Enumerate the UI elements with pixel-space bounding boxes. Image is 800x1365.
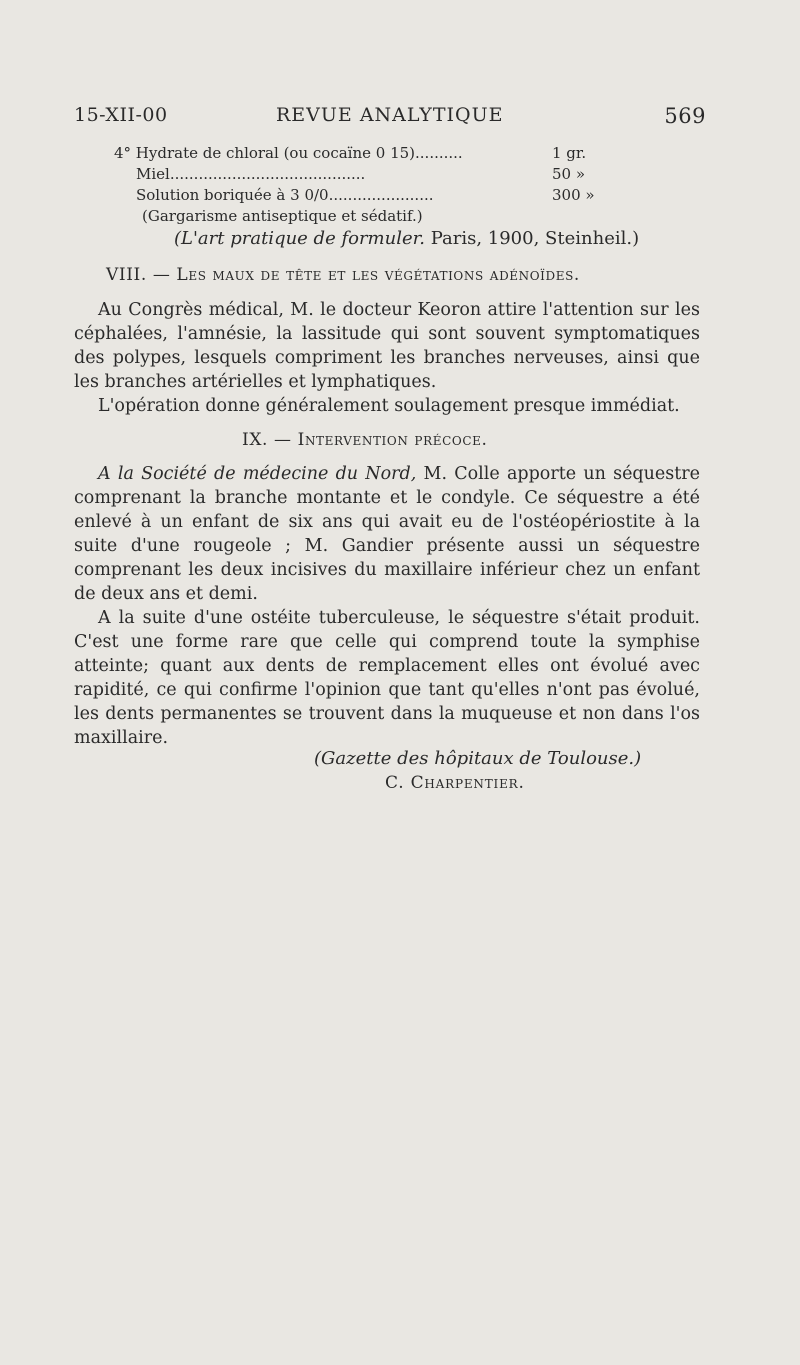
- paragraph: A la suite d'une ostéite tuberculeuse, le séquestre s'était produit. C'est une forme rare que celle qui comprend toute la symphise atteinte; quant aux dents de remplacement elles ont évolué avec rapidité, ce qui confirme l'opinion que tant qu'elles n'ont pas évolué, les dents permanentes se trouvent dans la muqueuse et non dans l'os maxillaire.: [74, 608, 700, 748]
- citation: (Gazette des hôpitaux de Toulouse.): [314, 748, 642, 769]
- source-details: Paris, 1900, Steinheil.): [424, 228, 640, 249]
- recipe-block: [114, 143, 614, 227]
- recipe-quantity: 300 »: [552, 186, 595, 204]
- recipe-ingredient: Solution boriquée à 3 0/0......................: [136, 186, 434, 204]
- running-header: [74, 104, 706, 134]
- recipe-line: [114, 164, 614, 185]
- source-title: (L'art pratique de formuler.: [174, 228, 425, 249]
- section-viii-body: [74, 298, 700, 418]
- recipe-quantity: 50 »: [552, 165, 586, 183]
- recipe-quantity: 1 gr.: [552, 144, 587, 162]
- section-heading-ix: IX. — Intervention précoce.: [242, 430, 488, 450]
- paragraph: L'opération donne généralement soulagement presque immédiat.: [98, 396, 680, 416]
- recipe-note: (Gargarisme antiseptique et sédatif.): [142, 207, 423, 225]
- header-title: REVUE ANALYTIQUE: [276, 104, 504, 126]
- author-signature: C. Charpentier.: [385, 773, 525, 793]
- recipe-line: [114, 143, 614, 164]
- section-ix-body: [74, 462, 700, 750]
- paragraph: Au Congrès médical, M. le docteur Keoron attire l'attention sur les céphalées, l'amnésie, la lassitude qui sont souvent symptomatiques des polypes, lesquels compriment les branches nerveuses, ainsi que les branches artérielles et lymphatiques.: [74, 300, 700, 392]
- section-heading-viii: VIII. — Les maux de tête et les végétations adénoïdes.: [106, 265, 580, 285]
- page-number: 569: [664, 104, 706, 128]
- recipe-ingredient: Miel.........................................: [136, 165, 366, 183]
- society-name: A la Société de médecine du Nord,: [98, 464, 417, 484]
- paragraph: A la Société de médecine du Nord, M. Colle apporte un séquestre comprenant la branche montante et le condyle. Ce séquestre a été enlevé à un enfant de six ans qui avait eu de l'ostéopériostite à la suite d'une rougeole ; M. Gandier présente aussi un séquestre comprenant les deux incisives du maxillaire inférieur chez un enfant de deux ans et demi.: [74, 464, 700, 604]
- recipe-source: [174, 228, 639, 249]
- header-date: 15-XII-00: [74, 104, 168, 126]
- recipe-line: [114, 185, 614, 206]
- recipe-ingredient: 4° Hydrate de chloral (ou cocaïne 0 15)..........: [114, 144, 463, 162]
